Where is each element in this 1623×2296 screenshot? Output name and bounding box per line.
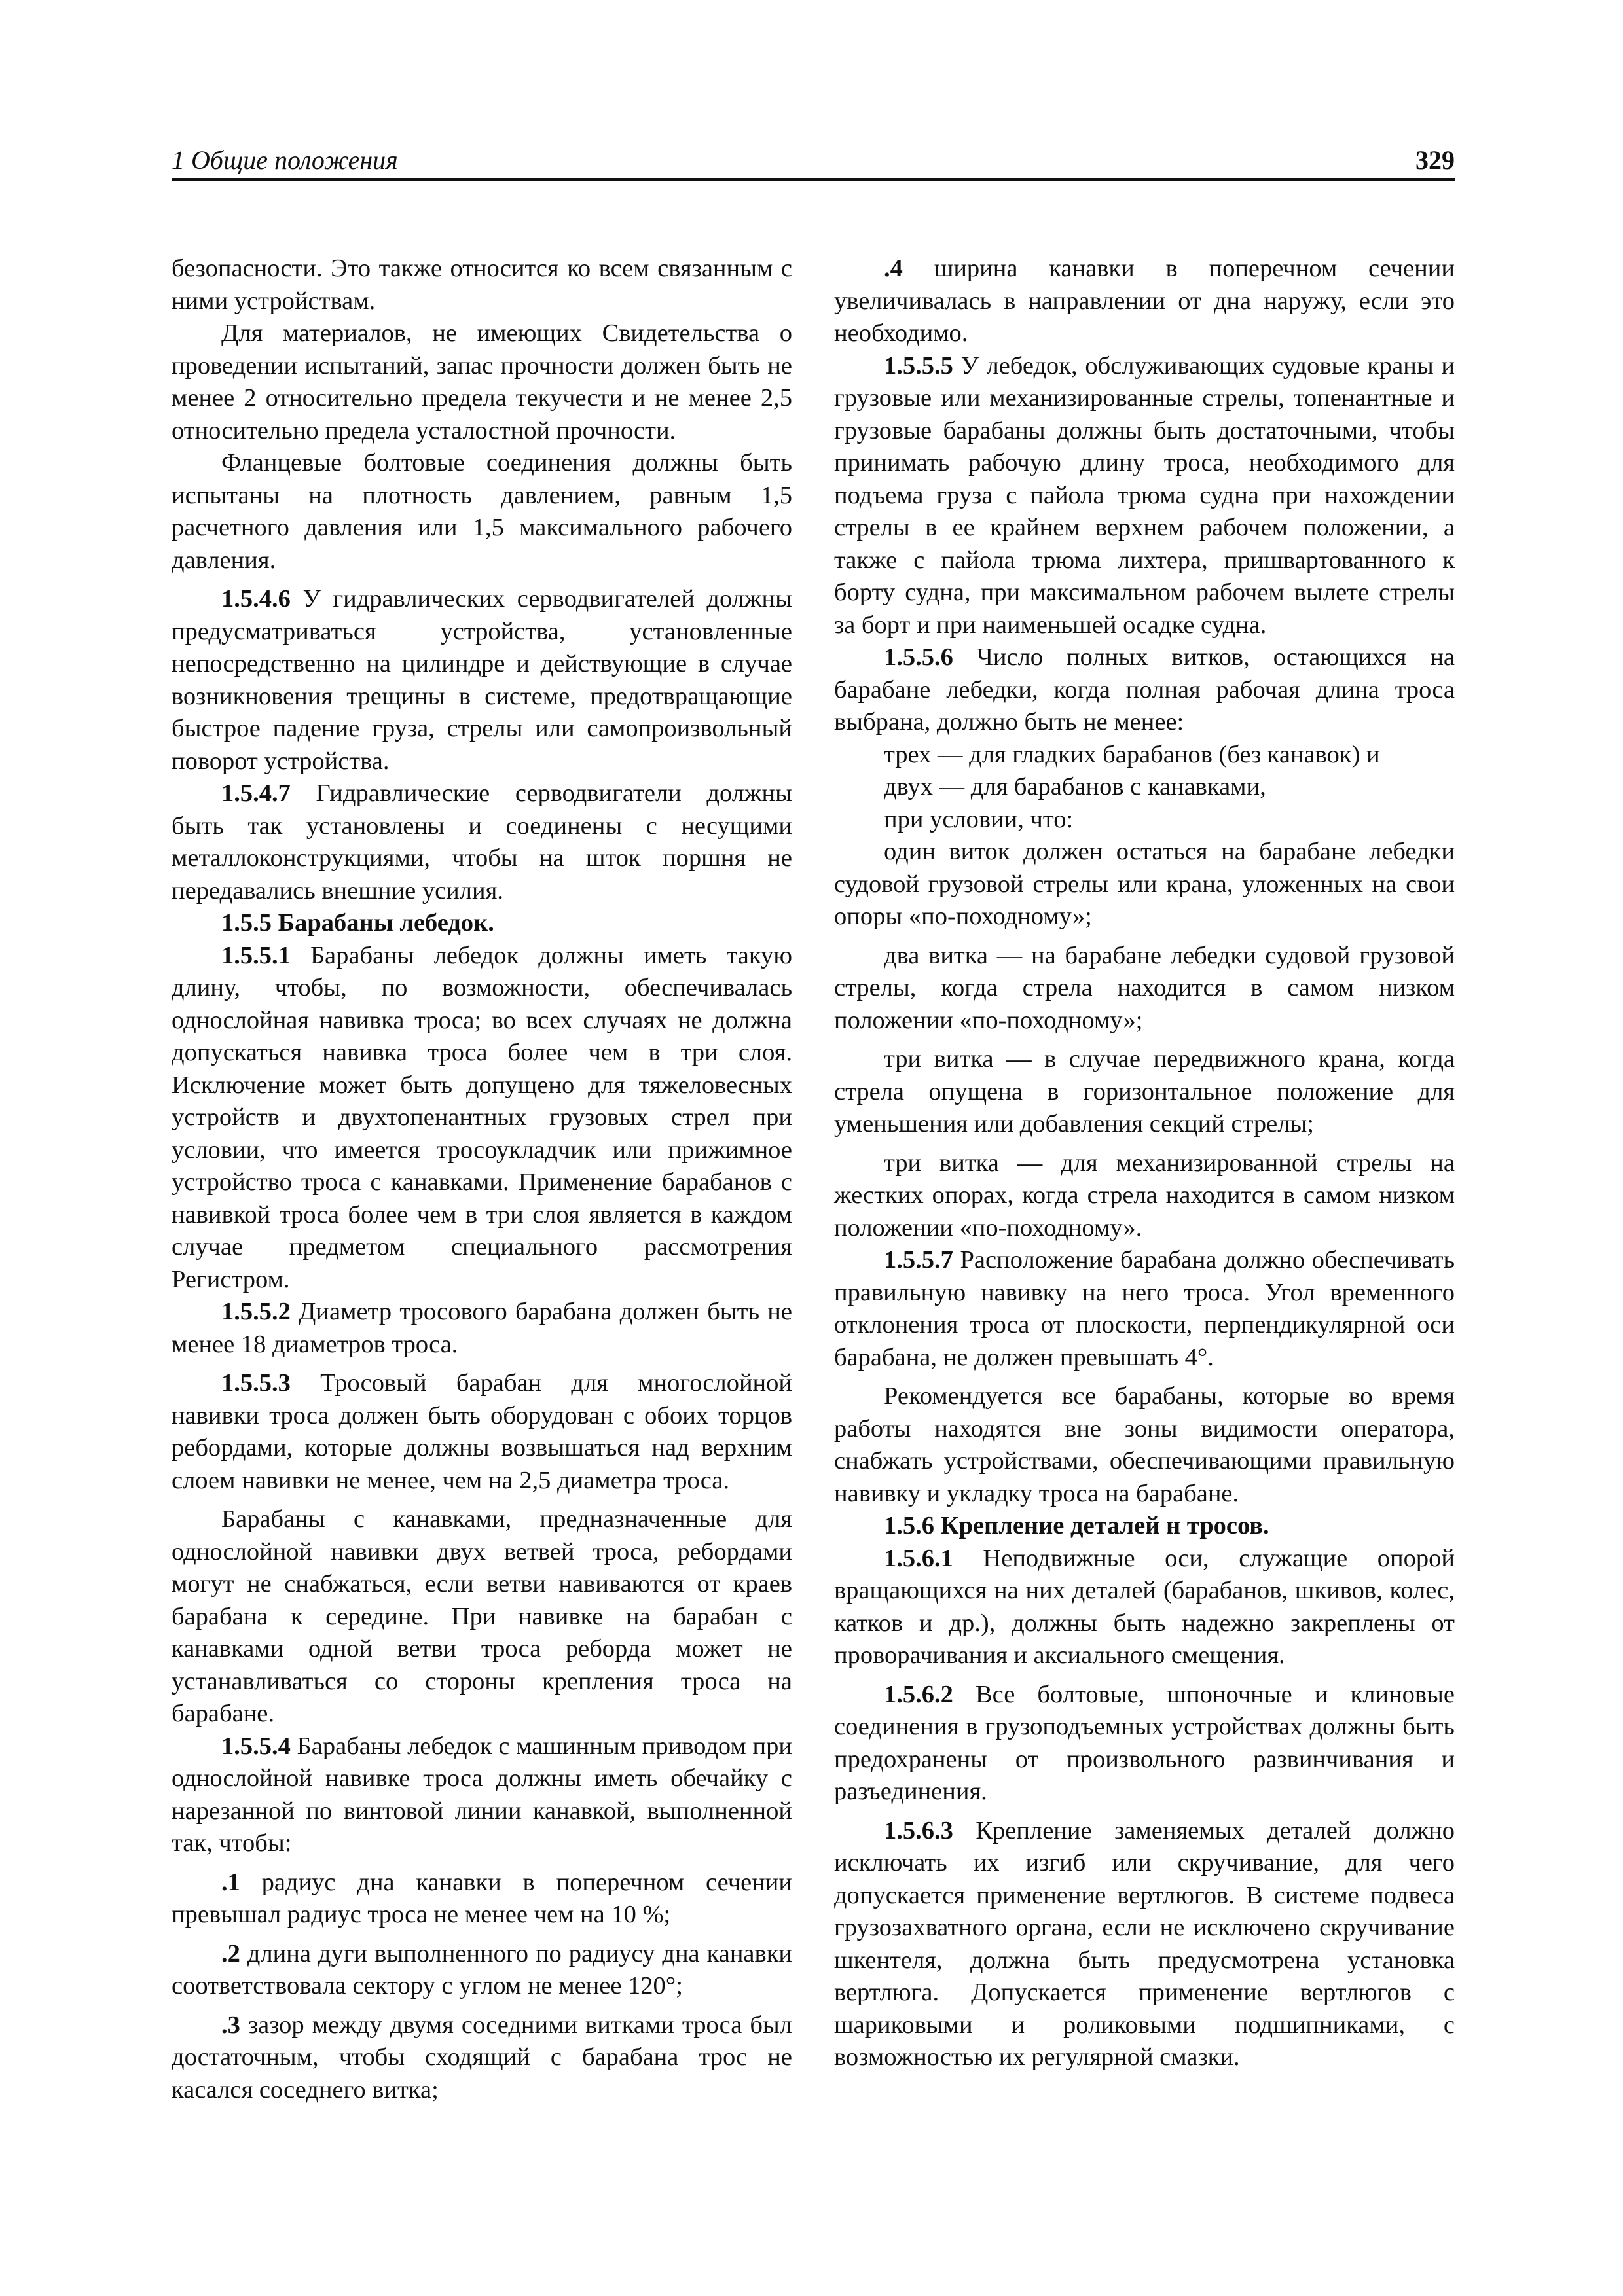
clause-1-5-6-3: 1.5.6.3 Крепление заменяемых деталей должно исключать их изгиб или скручивание, для чего допускается применение вертлюгов. В системе подвеса грузозахватного органа, если не исключено скручивание шкентеля, должна быть предусмотрена установка вертлюга. Допускается применение вертлюгов с шариковыми и роликовыми подшипниками, с возможностью их регулярной смазки. — [834, 1816, 1455, 2071]
paragraph: Барабаны с канавками, предназначенные для однослойной навивки двух ветвей троса, ребордами могут не снабжаться, если ветви навиваются от краев барабана к середине. При навивке на барабан с канавками одной ветви троса реборда может не устанавливаться со стороны крепления троса на барабане. — [172, 1505, 792, 1727]
paragraph: при условии, что: — [884, 805, 1074, 833]
list-marker: .2 — [221, 1939, 240, 1967]
section-number: 1.5.6 К — [884, 1512, 959, 1539]
list-marker: .1 — [221, 1868, 240, 1896]
running-header — [172, 145, 1455, 181]
paragraph: три витка — в случае передвижного крана, когда стрела опущена в горизонтальное положение для уменьшения или добавления секций стрелы; — [834, 1045, 1455, 1138]
clause-number: 1.5.4.6 — [221, 585, 291, 613]
paragraph: Рекомендуется все барабаны, которые во время работы находятся вне зоны видимости оператора, снабжать устройствами, обеспечивающими правильную навивку и укладку троса на барабане. — [834, 1382, 1455, 1507]
paragraph: Фланцевые болтовые соединения должны быть испытаны на плотность давлением, равным 1,5 расчетного давления или 1,5 максимального рабочего давления. — [172, 449, 792, 574]
clause-number: 1.5.5.4 — [221, 1732, 291, 1760]
clause-number: 1.5.5.3 — [221, 1369, 291, 1397]
clause-1-5-5-1: 1.5.5.1 Барабаны лебедок должны иметь такую длину, чтобы, по возможности, обеспечивалась однослойная навивка троса; во всех случаях не должна допускаться навивка троса более чем в три слоя. Исключение может быть допущено для тяжеловесных устройств и двухтопенантных грузовых стрел при условии, что имеется тросоукладчик или прижимное устройство троса с канавками. Применение барабанов с навивкой троса более чем в три слоя является в каждом случае предметом специального рассмотрения Регистром. — [172, 941, 793, 1293]
paragraph: два витка — на барабане лебедки судовой грузовой стрелы, когда стрела находится в самом низком положении «по-походному»; — [834, 941, 1455, 1034]
page-number: 329 — [1415, 145, 1455, 175]
clause-number: 1.5.6.2 — [884, 1680, 953, 1708]
paragraph: безопасности. Это также относится ко всем связанным с ними устройствам. — [172, 255, 792, 315]
clause-number: 1.5.6.3 — [884, 1816, 953, 1844]
paragraph: Для материалов, не имеющих Свидетельства о проведении испытаний, запас прочности должен быть не менее 2 относительно предела текучести и не менее 2,5 относительно предела усталостной прочности. — [172, 319, 792, 444]
paragraph: двух — для барабанов с канавками, — [884, 773, 1266, 800]
clause-number: 1.5.5.6 — [884, 643, 953, 671]
list-item: .4 ширина канавки в поперечном сечении увеличивалась в направлении от дна наружу, если это необходимо. — [834, 255, 1455, 347]
list-marker: .3 — [221, 2011, 240, 2039]
list-item: .2 длина дуги выполненного по радиусу дна канавки соответствовала сектору с углом не менее 120°; — [172, 1939, 793, 2000]
clause-1-5-6-1: 1.5.6.1 Неподвижные оси, служащие опорой вращающихся на них деталей (барабанов, шкивов, колес, катков и др.), должны быть надежно закреплены от проворачивания и аксиального смещения. — [834, 1544, 1455, 1669]
section-heading-1-5-5: 1.5.5 Барабаны лебедок. — [221, 909, 494, 937]
clause-1-5-5-6: 1.5.5.6 Число полных витков, остающихся на барабане лебедки, когда полная рабочая длина троса выбрана, должно быть не менее: — [834, 643, 1455, 736]
clause-1-5-4-7: 1.5.4.7 Гидравлические серводвигатели должны быть так установлены и соединены с несущими металлоконструкциями, чтобы на шток поршня не передавались внешние усилия. — [172, 780, 792, 905]
clause-number: 1.5.5.7 — [884, 1246, 953, 1274]
paragraph: один виток должен остаться на барабане лебедки судовой грузовой стрелы или крана, уложенных на свои опоры «по-походному»; — [834, 838, 1455, 930]
clause-1-5-5-5: 1.5.5.5 У лебедок, обслуживающих судовые краны и грузовые или механизированные стрелы, топенантные и грузовые барабаны должны быть достаточными, чтобы принимать рабочую длину троса, необходимого для подъема груза с пайола трюма судна при нахождении стрелы в ее крайнем верхнем рабочем положении, а также с пайола трюма лихтера, пришвартованного к борту судна, при максимальном рабочем вылете стрелы за борт и при наименьшей осадке судна. — [834, 351, 1455, 639]
clause-1-5-5-3: 1.5.5.3 Тросовый барабан для многослойной навивки троса должен быть оборудован с обоих торцов ребордами, которые должны возвышаться над верхним слоем навивки не менее, чем на 2,5 диаметра троса. — [172, 1369, 793, 1494]
clause-number: 1.5.4.7 — [221, 780, 291, 807]
section-number: 1.5.5 Б — [221, 909, 295, 937]
left-column — [172, 253, 792, 2106]
list-item: .1 радиус дна канавки в поперечном сечении превышал радиус троса не менее чем на 10 %; — [172, 1868, 792, 1928]
paragraph: три витка — для механизированной стрелы на жестких опорах, когда стрела находится в самом низком положении «по-походному». — [834, 1149, 1455, 1242]
section-heading-1-5-6: 1.5.6 Крепление деталей н тросов. — [884, 1512, 1269, 1539]
section-title: 1 Общие положения — [172, 145, 398, 175]
clause-1-5-6-2: 1.5.6.2 Все болтовые, шпоночные и клиновые соединения в грузоподъемных устройствах должны быть предохранены от произвольного развинчивания и разъединения. — [834, 1680, 1455, 1805]
list-marker: .4 — [884, 255, 903, 282]
paragraph: трех — для гладких барабанов (без канавок) и — [884, 740, 1380, 768]
clause-number: 1.5.5.5 — [884, 351, 953, 380]
clause-number: 1.5.6.1 — [884, 1544, 953, 1572]
clause-1-5-5-4: 1.5.5.4 Барабаны лебедок с машинным приводом при однослойной навивке троса должны иметь обечайку с нарезанной по винтовой линии канавкой, выполненной так, чтобы: — [172, 1732, 793, 1857]
clause-1-5-5-7: 1.5.5.7 Расположение барабана должно обеспечивать правильную навивку на него троса. Угол временного отклонения троса от плоскости, перпендикулярной оси барабана, не должен превышать 4°. — [834, 1246, 1455, 1371]
clause-1-5-4-6: 1.5.4.6 У гидравлических серводвигателей должны предусматриваться устройства, установленные непосредственно на цилиндре и действующие в случае возникновения трещины в системе, предотвращающие быстрое падение груза, стрелы или самопроизвольный поворот устройства. — [172, 585, 792, 775]
clause-number: 1.5.5.2 — [221, 1298, 291, 1325]
clause-number: 1.5.5.1 — [221, 941, 291, 969]
clause-1-5-5-2: 1.5.5.2 Диаметр тросового барабана должен быть не менее 18 диаметров троса. — [172, 1298, 792, 1358]
right-column — [834, 253, 1455, 2074]
list-item: .3 зазор между двумя соседними витками троса был достаточным, чтобы сходящий с барабана трос не касался соседнего витка; — [172, 2011, 793, 2104]
